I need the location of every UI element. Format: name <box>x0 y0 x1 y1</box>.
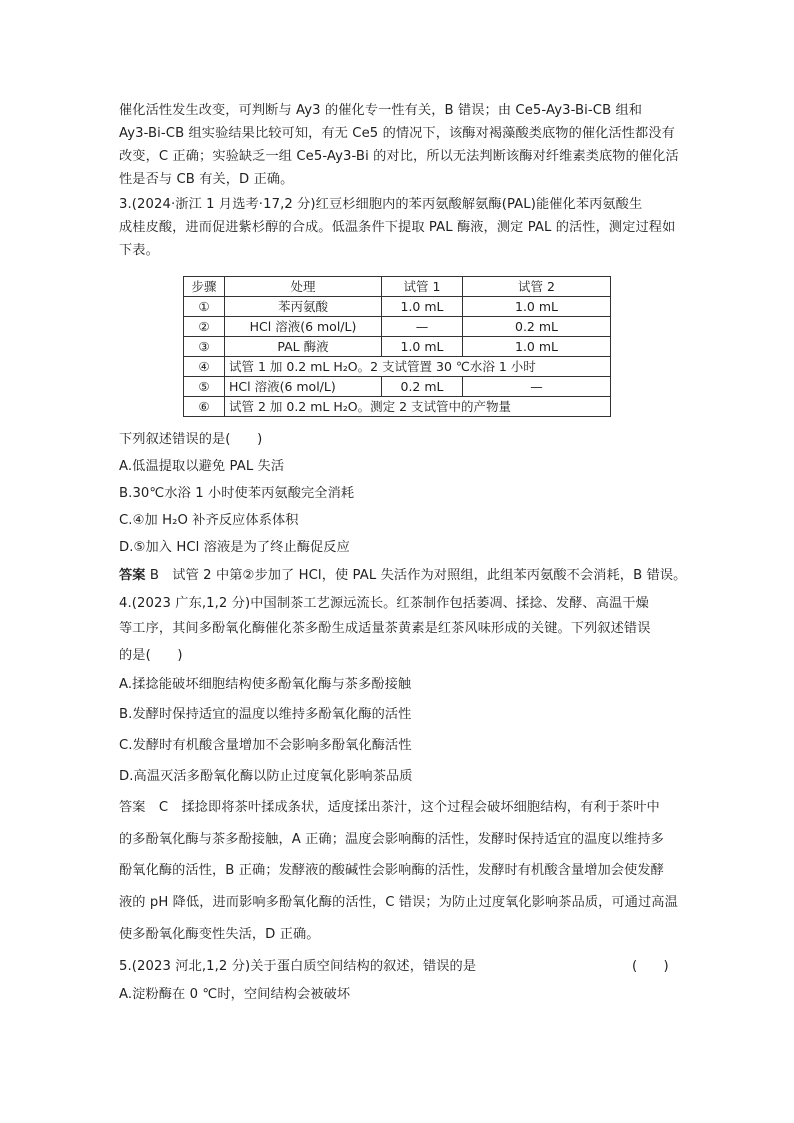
option-c: C.④加 H₂O 补齐反应体系体积 <box>119 513 299 528</box>
question-stem: 等工序，其间多酚氧化酶催化茶多酚生成适量茶黄素是红茶风味形成的关键。下列叙述错误 <box>119 621 651 636</box>
table-cell: ③ <box>184 337 225 357</box>
question-stem: 4.(2023 广东,1,2 分)中国制茶工艺源远流长。红茶制作包括萎凋、揉捻、发酵、高温干燥 <box>119 596 649 611</box>
table-cell: 1.0 mL <box>463 337 611 357</box>
option-d: D.高温灭活多酚氧化酶以防止过度氧化影响茶品质 <box>119 769 413 784</box>
answer-line: 液的 pH 降低，进而影响多酚氧化酶的活性，C 错误；为防止过度氧化影响茶品质，可通过高温 <box>119 895 678 910</box>
question-stem: 下表。 <box>119 243 159 258</box>
table-cell: — <box>382 317 463 337</box>
table-cell: ① <box>184 297 225 317</box>
answer-blank: ( ) <box>632 959 669 974</box>
answer-line: 酚氧化酶的活性，B 正确；发酵液的酸碱性会影响酶的活性，发酵时有机酸含量增加会使发酵 <box>119 863 664 878</box>
table-row <box>184 377 611 397</box>
answer-text: B 试管 2 中第②步加了 HCl，使 PAL 失活作为对照组，此组苯丙氨酸不会消耗，B 错误。 <box>145 568 687 583</box>
table-cell: PAL 酶液 <box>225 337 382 357</box>
procedure-table <box>183 276 611 417</box>
table-cell: 0.2 mL <box>463 317 611 337</box>
table-row <box>184 397 611 417</box>
question-prompt: 下列叙述错误的是( ) <box>119 432 263 447</box>
table-cell: ⑥ <box>184 397 225 417</box>
table-row <box>184 297 611 317</box>
table-header-row <box>184 277 611 297</box>
table-header: 试管 2 <box>463 277 611 297</box>
question-stem: 5.(2023 河北,1,2 分)关于蛋白质空间结构的叙述，错误的是 <box>119 959 477 974</box>
answer-label: 答案 <box>119 568 146 583</box>
option-a: A.淀粉酶在 0 ℃时，空间结构会被破坏 <box>119 987 351 1002</box>
table-cell: ④ <box>184 357 225 377</box>
table-header: 试管 1 <box>382 277 463 297</box>
table-header: 处理 <box>225 277 382 297</box>
table-cell: 0.2 mL <box>382 377 463 397</box>
option-c: C.发酵时有机酸含量增加不会影响多酚氧化酶活性 <box>119 738 412 753</box>
answer-line: 的多酚氧化酶与茶多酚接触，A 正确；温度会影响酶的活性，发酵时保持适宜的温度以维持多 <box>119 832 664 847</box>
table-cell: HCl 溶液(6 mol/L) <box>225 377 382 397</box>
table-cell: 1.0 mL <box>463 297 611 317</box>
table-header: 步骤 <box>184 277 225 297</box>
option-b: B.发酵时保持适宜的温度以维持多酚氧化酶的活性 <box>119 707 412 722</box>
answer-line: 使多酚氧化酶变性失活，D 正确。 <box>119 927 320 942</box>
table-cell: 试管 1 加 0.2 mL H₂O。2 支试管置 30 ℃水浴 1 小时 <box>225 357 611 377</box>
text-line: 性是否与 CB 有关，D 正确。 <box>119 172 294 187</box>
table-row <box>184 337 611 357</box>
table-cell: ② <box>184 317 225 337</box>
table-cell: 1.0 mL <box>382 297 463 317</box>
table-cell: 苯丙氨酸 <box>225 297 382 317</box>
option-a: A.揉捻能破坏细胞结构使多酚氧化酶与茶多酚接触 <box>119 677 412 692</box>
text-line: 催化活性发生改变，可判断与 Ay3 的催化专一性有关，B 错误；由 Ce5-Ay3-Bi-CB 组和 <box>119 103 643 118</box>
table-cell: 1.0 mL <box>382 337 463 357</box>
table-row <box>184 317 611 337</box>
answer-line: 答案 C 揉捻即将茶叶揉成条状，适度揉出茶汁，这个过程会破坏细胞结构，有利于茶叶中 <box>119 800 660 815</box>
table-row <box>184 357 611 377</box>
table-cell: ⑤ <box>184 377 225 397</box>
option-d: D.⑤加入 HCl 溶液是为了终止酶促反应 <box>119 540 350 555</box>
table-cell: 试管 2 加 0.2 mL H₂O。测定 2 支试管中的产物量 <box>225 397 611 417</box>
option-b: B.30℃水浴 1 小时使苯丙氨酸完全消耗 <box>119 486 355 501</box>
question-stem: 3.(2024·浙江 1 月选考·17,2 分)红豆杉细胞内的苯丙氨酸解氨酶(PAL)能催化苯丙氨酸生 <box>119 197 643 212</box>
table-cell: — <box>463 377 611 397</box>
answer-line <box>119 566 686 586</box>
question-stem: 成桂皮酸，进而促进紫杉醇的合成。低温条件下提取 PAL 酶液，测定 PAL 的活性，测定过程如 <box>119 220 676 235</box>
text-line: 改变，C 正确；实验缺乏一组 Ce5-Ay3-Bi 的对比，所以无法判断该酶对纤维素类底物的催化活 <box>119 149 679 164</box>
question-stem: 的是( ) <box>119 648 183 663</box>
option-a: A.低温提取以避免 PAL 失活 <box>119 459 285 474</box>
text-line: Ay3-Bi-CB 组实验结果比较可知，有无 Ce5 的情况下，该酶对褐藻酸类底物的催化活性都没有 <box>119 126 675 141</box>
table-cell: HCl 溶液(6 mol/L) <box>225 317 382 337</box>
